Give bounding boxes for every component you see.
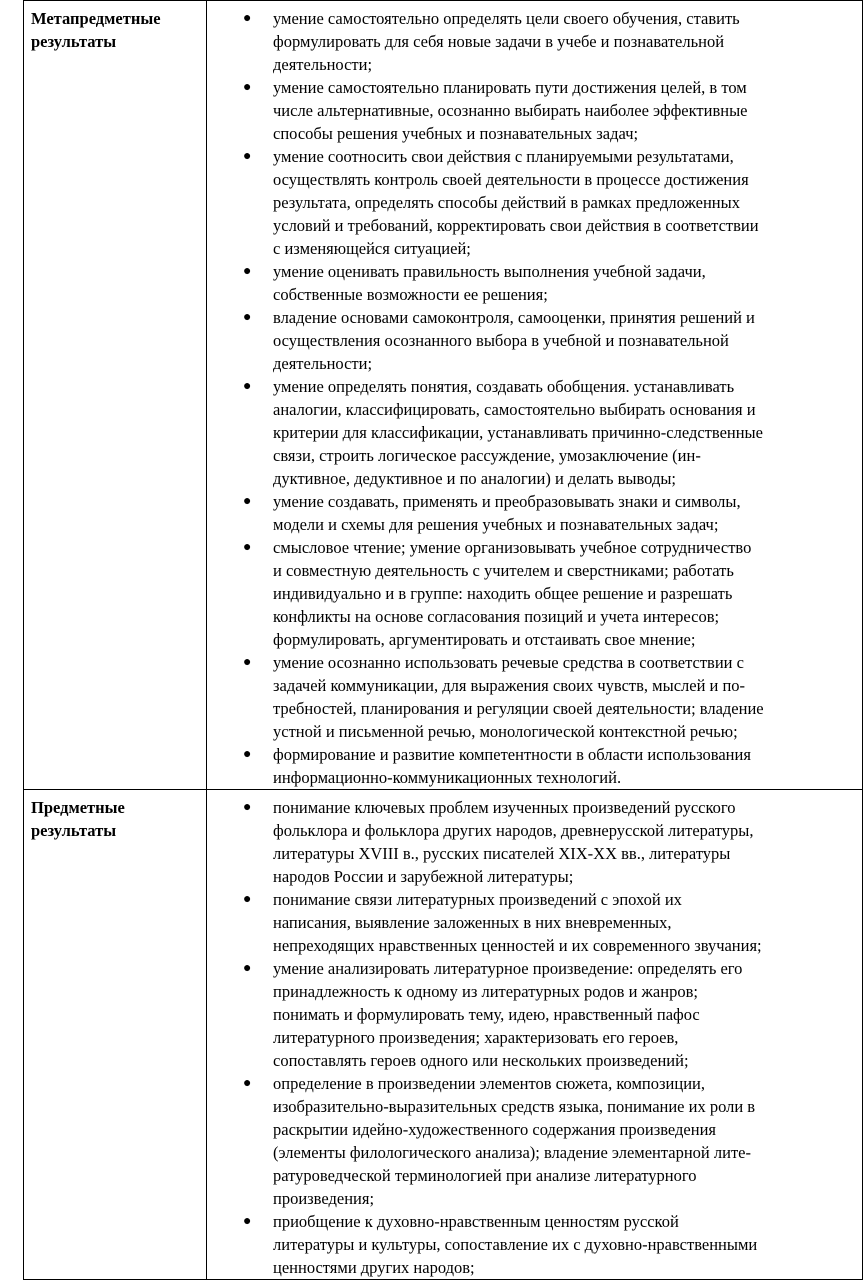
list-item-line: конфликты на основе согласования позиций и учета интересов; [273, 607, 720, 626]
list-item [207, 145, 862, 260]
row-label-line: результаты [31, 821, 117, 840]
bullet-icon: ● [243, 1214, 252, 1229]
row-items-cell [207, 790, 863, 1280]
list-item [207, 888, 862, 957]
row-label-cell [24, 790, 207, 1280]
list-item-line: понимание ключевых проблем изученных произведений русского [273, 798, 736, 817]
row-label-cell [24, 1, 207, 790]
list-item [207, 260, 862, 306]
list-item-line: деятельности; [273, 354, 373, 373]
row-items-cell [207, 1, 863, 790]
list-item-line: формулировать для себя новые задачи в учебе и познавательной [273, 32, 725, 51]
list-item-line: собственные возможности ее решения; [273, 285, 548, 304]
list-item-line: связи, строить логическое рассуждение, умозаключение (ин- [273, 446, 701, 465]
list-item-line: информационно-коммуникационных технологий. [273, 768, 622, 787]
bullet-icon: ● [243, 1076, 252, 1091]
list-item [207, 796, 862, 888]
list-item [207, 651, 862, 743]
list-item-line: с изменяющейся ситуацией; [273, 239, 471, 258]
bullet-icon: ● [243, 494, 252, 509]
list-item-line: определение в произведении элементов сюжета, композиции, [273, 1074, 705, 1093]
bullet-icon: ● [243, 379, 252, 394]
list-item-line: фольклора и фольклора других народов, древнерусской литературы, [273, 821, 754, 840]
results-table [23, 0, 863, 1280]
row-label-line: Метапредметные [31, 9, 161, 28]
list-item-line: принадлежность к одному из литературных родов и жанров; [273, 982, 698, 1001]
list-item-line: умение осознанно использовать речевые средства в соответствии с [273, 653, 744, 672]
list-item-line: формирование и развитие компетентности в области использования [273, 745, 751, 764]
list-item-line: изобразительно-выразительных средств языка, понимание их роли в [273, 1097, 756, 1116]
list-item-line: непреходящих нравственных ценностей и их современного звучания; [273, 936, 762, 955]
list-item [207, 1210, 862, 1279]
list-item-line: требностей, планирования и регуляции своей деятельности; владение [273, 699, 764, 718]
list-item-line: владение основами самоконтроля, самооценки, принятия решений и [273, 308, 755, 327]
bullet-icon: ● [243, 800, 252, 815]
bullet-list [207, 790, 862, 1279]
bullet-icon: ● [243, 264, 252, 279]
bullet-icon: ● [243, 655, 252, 670]
list-item-line: критерии для классификации, устанавливать причинно-следственные [273, 423, 763, 442]
list-item-line: литературного произведения; характеризовать его героев, [273, 1028, 679, 1047]
bullet-icon: ● [243, 540, 252, 555]
bullet-icon: ● [243, 961, 252, 976]
list-item-line: условий и требований, корректировать свои действия в соответствии [273, 216, 759, 235]
list-item-line: индивидуально и в группе: находить общее решение и разрешать [273, 584, 733, 603]
list-item-line: ценностями других народов; [273, 1258, 475, 1277]
list-item [207, 7, 862, 76]
list-item-line: понимание связи литературных произведений с эпохой их [273, 890, 682, 909]
list-item-line: умение соотносить свои действия с планируемыми результатами, [273, 147, 734, 166]
list-item-line: устной и письменной речью, монологической контекстной речью; [273, 722, 738, 741]
table-row-subject [24, 790, 863, 1280]
row-label-line: результаты [31, 32, 117, 51]
list-item [207, 743, 862, 789]
list-item-line: умение оценивать правильность выполнения учебной задачи, [273, 262, 706, 281]
list-item-line: приобщение к духовно-нравственным ценностям русской [273, 1212, 679, 1231]
list-item-line: задачей коммуникации, для выражения своих чувств, мыслей и по- [273, 676, 746, 695]
list-item-line: смысловое чтение; умение организовывать учебное сотрудничество [273, 538, 752, 557]
bullet-icon: ● [243, 310, 252, 325]
list-item-line: осуществления осознанного выбора в учебной и познавательной [273, 331, 729, 350]
list-item-line: и совместную деятельность с учителем и сверстниками; работать [273, 561, 734, 580]
list-item [207, 76, 862, 145]
bullet-icon: ● [243, 11, 252, 26]
list-item [207, 536, 862, 651]
bullet-icon: ● [243, 892, 252, 907]
list-item-line: способы решения учебных и познавательных задач; [273, 124, 639, 143]
list-item-line: умение создавать, применять и преобразовывать знаки и символы, [273, 492, 741, 511]
list-item [207, 306, 862, 375]
list-item-line: умение самостоятельно определять цели своего обучения, ставить [273, 9, 740, 28]
list-item-line: осуществлять контроль своей деятельности в процессе достижения [273, 170, 749, 189]
row-label-line: Предметные [31, 798, 125, 817]
list-item-line: сопоставлять героев одного или нескольких произведений; [273, 1051, 689, 1070]
list-item-line: (элементы филологического анализа); владение элементарной лите- [273, 1143, 751, 1162]
bullet-list [207, 1, 862, 789]
list-item-line: написания, выявление заложенных в них вневременных, [273, 913, 672, 932]
list-item-line: умение определять понятия, создавать обобщения. устанавливать [273, 377, 735, 396]
list-item-line: числе альтернативные, осознанно выбирать наиболее эффективные [273, 101, 748, 120]
row-label [31, 796, 200, 842]
list-item-line: ратуроведческой терминологией при анализе литературного [273, 1166, 697, 1185]
list-item-line: дуктивное, дедуктивное и по аналогии) и делать выводы; [273, 469, 677, 488]
row-label [31, 7, 200, 53]
list-item-line: литературы и культуры, сопоставление их с духовно-нравственными [273, 1235, 758, 1254]
list-item [207, 490, 862, 536]
list-item-line: деятельности; [273, 55, 373, 74]
table-row-metasubject [24, 1, 863, 790]
list-item-line: произведения; [273, 1189, 375, 1208]
list-item [207, 375, 862, 490]
list-item-line: народов России и зарубежной литературы; [273, 867, 574, 886]
list-item-line: формулировать, аргументировать и отстаивать свое мнение; [273, 630, 696, 649]
list-item-line: литературы XVIII в., русских писателей XIX-XX вв., литературы [273, 844, 731, 863]
list-item-line: умение самостоятельно планировать пути достижения целей, в том [273, 78, 747, 97]
list-item [207, 957, 862, 1072]
list-item-line: аналогии, классифицировать, самостоятельно выбирать основания и [273, 400, 756, 419]
bullet-icon: ● [243, 149, 252, 164]
list-item-line: умение анализировать литературное произведение: определять его [273, 959, 743, 978]
list-item-line: результата, определять способы действий в рамках предложенных [273, 193, 740, 212]
bullet-icon: ● [243, 747, 252, 762]
list-item-line: понимать и формулировать тему, идею, нравственный пафос [273, 1005, 700, 1024]
list-item-line: модели и схемы для решения учебных и познавательных задач; [273, 515, 719, 534]
list-item [207, 1072, 862, 1210]
list-item-line: раскрытии идейно-художественного содержания произведения [273, 1120, 716, 1139]
bullet-icon: ● [243, 80, 252, 95]
